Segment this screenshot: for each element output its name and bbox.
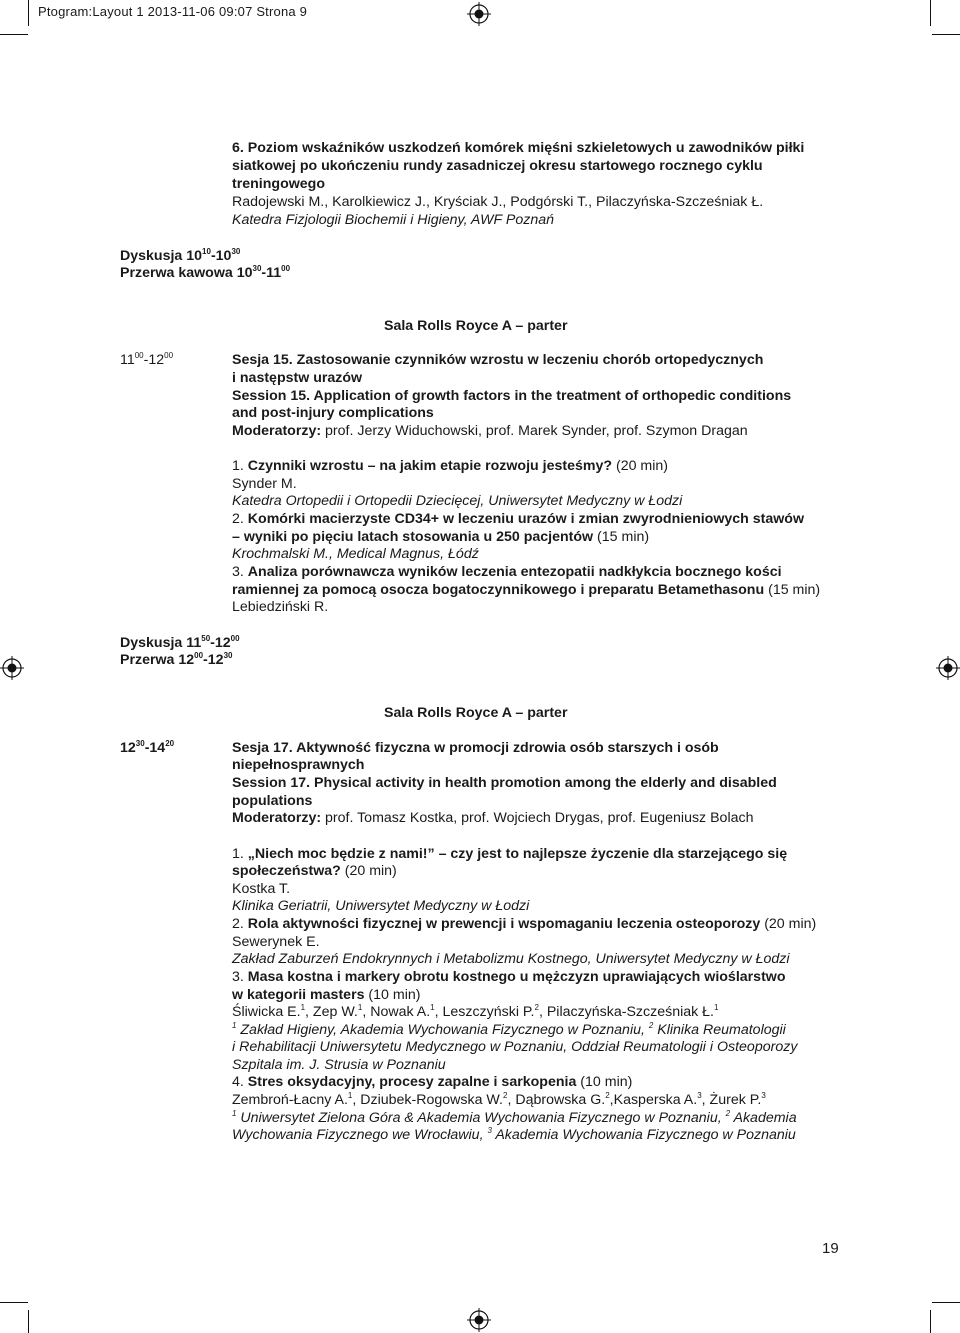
session-15-talk-2-author: Krochmalski M., Medical Magnus, Łódź bbox=[232, 546, 479, 562]
session-15-talk-2-title-line2: – wyniki po pięciu latach stosowania u 250 pacjentów (15 min) bbox=[232, 529, 650, 545]
session-15-talk-1-affiliation: Katedra Ortopedii i Ortopedii Dziecięcej, Uniwersytet Medyczny w Łodzi bbox=[232, 493, 683, 509]
session-15-room: Sala Rolls Royce A – parter bbox=[384, 318, 568, 334]
session-15-moderators: Moderatorzy: prof. Jerzy Widuchowski, prof. Marek Synder, prof. Szymon Dragan bbox=[232, 423, 748, 439]
session-17-talk-1-title-line2: społeczeństwa? (20 min) bbox=[232, 863, 397, 879]
crop-mark bbox=[930, 1310, 931, 1333]
crop-mark bbox=[932, 1302, 960, 1303]
session-17-time: $12^{30}-14^{20}$ bbox=[120, 739, 175, 756]
session-17-talk-1-affiliation: Klinika Geriatrii, Uniwersytet Medyczny w Łodzi bbox=[232, 898, 530, 914]
session-17-talk-3-affiliation-line3: Szpitala im. J. Strusia w Poznaniu bbox=[232, 1057, 446, 1073]
session-17-title-en: Session 17. Physical activity in health promotion among the elderly and disabled bbox=[232, 775, 777, 791]
session-15-title-en-line2: and post-injury complications bbox=[232, 405, 434, 421]
session-17-talk-3-authors: Śliwicka E.$^1$, Zep W.$^1$, Nowak A.$^1$, Leszczyński P.$^2$, Pilaczyńska-Szcześniak Ł.$^1$ bbox=[232, 1003, 719, 1020]
break-time: Przerwa $12^{00}-12^{30}$ bbox=[120, 651, 233, 668]
session-17-talk-3-affiliation-line2: i Rehabilitacji Uniwersytetu Medycznego w Poznaniu, Oddział Reumatologii i Osteoporozy bbox=[232, 1039, 798, 1055]
discussion-time-2: Dyskusja $11^{50}-12^{00}$ bbox=[120, 634, 240, 651]
session-15-talk-3-author: Lebiedziński R. bbox=[232, 599, 329, 615]
page-number: 19 bbox=[822, 1240, 839, 1257]
session-15-talk-3-title: 3. Analiza porównawcza wyników leczenia entezopatii nadkłykcia bocznego kości bbox=[232, 564, 782, 580]
item-6-authors: Radojewski M., Karolkiewicz J., Kryściak J., Podgórski T., Pilaczyńska-Szcześniak Ł. bbox=[232, 194, 764, 210]
session-17-talk-1-title: 1. „Niech moc będzie z nami!” – czy jest to najlepsze życzenie dla starzejącego się bbox=[232, 846, 788, 862]
session-17-talk-4-title: 4. Stres oksydacyjny, procesy zapalne i sarkopenia (10 min) bbox=[232, 1074, 633, 1090]
session-17-talk-3-title: 3. Masa kostna i markery obrotu kostnego u mężczyzn uprawiających wioślarstwo bbox=[232, 969, 786, 985]
session-15-talk-1-author: Synder M. bbox=[232, 476, 297, 492]
session-17-talk-2-title: 2. Rola aktywności fizycznej w prewencji i wspomaganiu leczenia osteoporozy (20 min) bbox=[232, 916, 817, 932]
session-17-title-pl-line2: niepełnosprawnych bbox=[232, 757, 365, 773]
session-17-talk-3-title-line2: w kategorii masters (10 min) bbox=[232, 987, 421, 1003]
registration-mark-icon bbox=[467, 2, 491, 26]
item-6-title-line3: treningowego bbox=[232, 176, 326, 192]
crop-mark bbox=[932, 34, 960, 35]
crop-mark bbox=[28, 0, 29, 26]
session-17-talk-4-affiliation: $^1$ Uniwersytet Zielona Góra & Akademia Wychowania Fizycznego w Poznaniu, $^2$ Akademia bbox=[232, 1109, 797, 1126]
session-15-title-pl-line2: i następstw urazów bbox=[232, 370, 363, 386]
registration-mark-icon bbox=[467, 1308, 491, 1332]
session-17-talk-4-authors: Zembroń-Łacny A.$^1$, Dziubek-Rogowska W.$^2$, Dąbrowska G.$^2$,Kasperska A.$^3$, Żurek P.$^3$ bbox=[232, 1091, 766, 1108]
coffee-break-time: Przerwa kawowa $10^{30}-11^{00}$ bbox=[120, 264, 291, 281]
crop-mark bbox=[0, 34, 28, 35]
session-15-talk-2-title: 2. Komórki macierzyste CD34+ w leczeniu urazów i zmian zwyrodnieniowych stawów bbox=[232, 511, 805, 527]
session-15-talk-1-title: 1. Czynniki wzrostu – na jakim etapie rozwoju jesteśmy? (20 min) bbox=[232, 458, 669, 474]
session-17-room: Sala Rolls Royce A – parter bbox=[384, 705, 568, 721]
item-6-title-line2: siatkowej po ukończeniu rundy zasadniczej okresu startowego rocznego cyklu bbox=[232, 158, 763, 174]
session-17-talk-3-affiliation: $^1$ Zakład Higieny, Akademia Wychowania Fizycznego w Poznaniu, $^2$ Klinika Reumatologii bbox=[232, 1021, 786, 1038]
registration-mark-icon bbox=[0, 656, 24, 680]
session-17-title-pl: Sesja 17. Aktywność fizyczna w promocji zdrowia osób starszych i osób bbox=[232, 740, 719, 756]
session-17-talk-1-author: Kostka T. bbox=[232, 881, 291, 897]
session-15-time: $11^{00}-12^{00}$ bbox=[120, 351, 174, 368]
discussion-time-1: Dyskusja $10^{10}-10^{30}$ bbox=[120, 247, 241, 264]
item-6-affiliation: Katedra Fizjologii Biochemii i Higieny, AWF Poznań bbox=[232, 212, 554, 228]
session-17-talk-2-author: Sewerynek E. bbox=[232, 934, 320, 950]
session-17-title-en-line2: populations bbox=[232, 793, 313, 809]
registration-mark-icon bbox=[936, 656, 960, 680]
item-6-title-line1: 6. Poziom wskaźników uszkodzeń komórek mięśni szkieletowych u zawodników piłki bbox=[232, 140, 805, 156]
crop-mark bbox=[930, 0, 931, 26]
session-15-title-pl: Sesja 15. Zastosowanie czynników wzrostu w leczeniu chorób ortopedycznych bbox=[232, 352, 764, 368]
session-15-talk-3-title-line2: ramiennej za pomocą osocza bogatoczynnikowego i preparatu Betamethasonu (15 min) bbox=[232, 582, 821, 598]
session-17-talk-4-affiliation-line2: Wychowania Fizycznego we Wrocławiu, $^3$ Akademia Wychowania Fizycznego w Poznaniu bbox=[232, 1126, 796, 1143]
session-15-title-en: Session 15. Application of growth factors in the treatment of orthopedic conditions bbox=[232, 388, 792, 404]
printer-slug: Ptogram:Layout 1 2013-11-06 09:07 Strona 9 bbox=[38, 4, 308, 19]
session-17-talk-2-affiliation: Zakład Zaburzeń Endokrynnych i Metabolizmu Kostnego, Uniwersytet Medyczny w Łodzi bbox=[232, 951, 790, 967]
crop-mark bbox=[28, 1310, 29, 1333]
crop-mark bbox=[0, 1302, 28, 1303]
session-17-moderators: Moderatorzy: prof. Tomasz Kostka, prof. Wojciech Drygas, prof. Eugeniusz Bolach bbox=[232, 810, 754, 826]
